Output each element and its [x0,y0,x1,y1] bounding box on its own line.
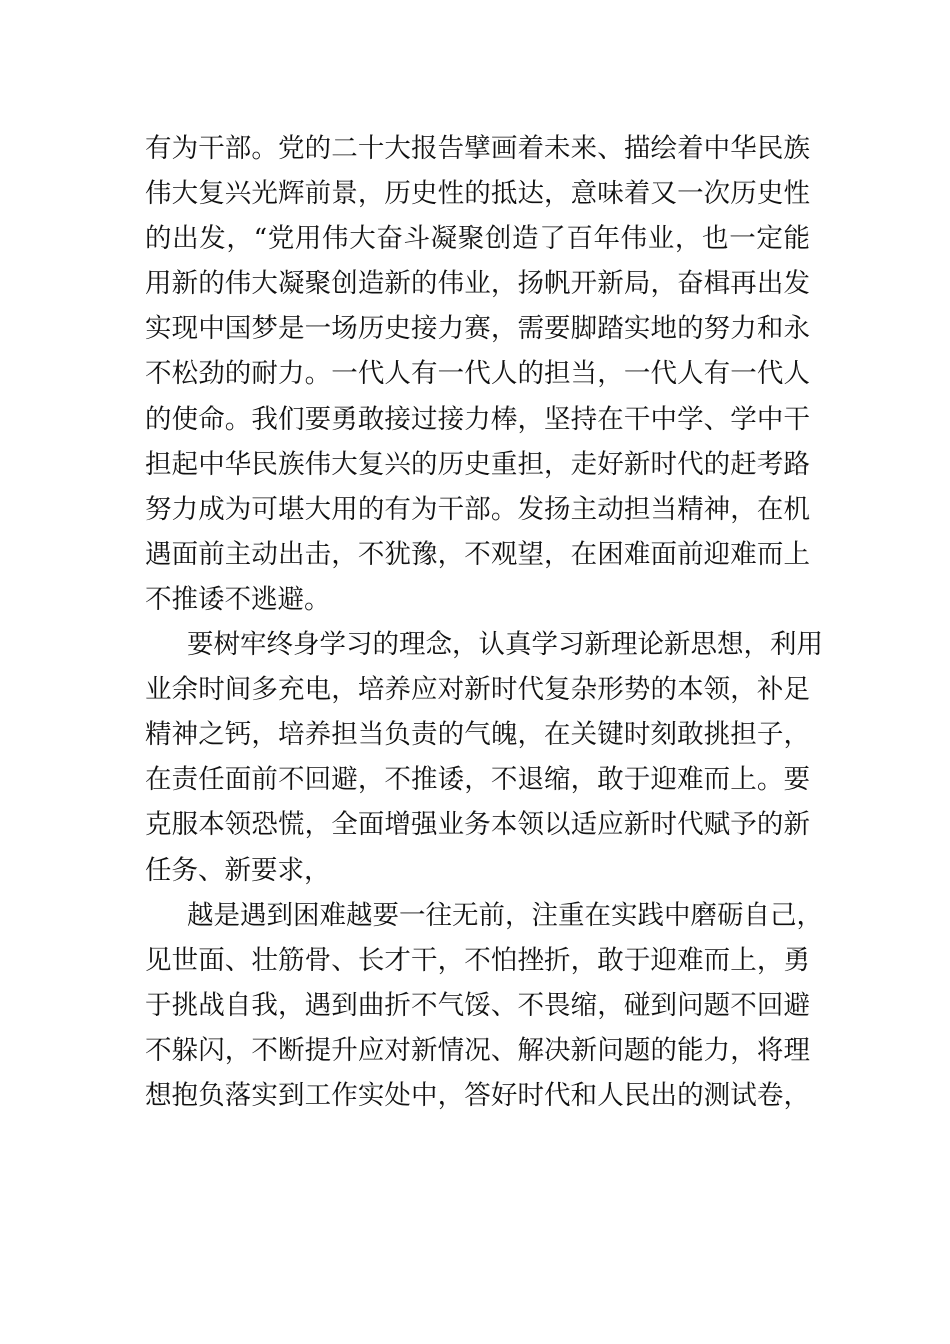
text-line: 于挑战自我，遇到曲折不气馁、不畏缩，碰到问题不回避 [145,989,810,1021]
text-line: 业余时间多充电，培养应对新时代复杂形势的本领，补足 [145,674,810,706]
text-line: 不躲闪，不断提升应对新情况、解决新问题的能力，将理 [145,1034,810,1066]
text-line: 克服本领恐慌，全面增强业务本领以适应新时代赋予的新 [145,809,810,841]
text-line: 伟大复兴光辉前景，历史性的抵达，意味着又一次历史性 [145,178,810,210]
text-line: 有为干部。党的二十大报告擘画着未来、描绘着中华民族 [145,133,810,164]
text-line: 担起中华民族伟大复兴的历史重担，走好新时代的赶考路 [145,448,810,480]
text-line: 的出发，“党用伟大奋斗凝聚创造了百年伟业，也一定能 [145,223,810,255]
text-line: 任务、新要求， [145,854,331,886]
text-line: 见世面、壮筋骨、长才干，不怕挫折，敢于迎难而上，勇 [145,944,810,976]
text-line: 努力成为可堪大用的有为干部。发扬主动担当精神，在机 [145,493,810,525]
text-line: 遇面前主动出击，不犹豫，不观望，在困难面前迎难而上 [145,538,810,570]
text-line: 的使命。我们要勇敢接过接力棒，坚持在干中学、学中干 [145,403,810,435]
text-line: 用新的伟大凝聚创造新的伟业，扬帆开新局，奋楫再出发 [145,268,810,300]
body-text [145,126,823,1118]
text-line: 要树牢终身学习的理念，认真学习新理论新思想，利用 [187,629,823,661]
text-line: 不松劲的耐力。一代人有一代人的担当，一代人有一代人 [145,358,810,390]
text-line: 实现中国梦是一场历史接力赛，需要脚踏实地的努力和永 [145,313,810,345]
text-line: 想抱负落实到工作实处中，答好时代和人民出的测试卷， [145,1079,810,1111]
text-line: 越是遇到困难越要一往无前，注重在实践中磨砺自己， [187,899,823,931]
text-line: 不推诿不逃避。 [145,583,331,615]
text-line: 在责任面前不回避，不推诿，不退缩，敢于迎难而上。要 [145,764,810,796]
text-line: 精神之钙，培养担当负责的气魄，在关键时刻敢挑担子， [145,719,810,751]
